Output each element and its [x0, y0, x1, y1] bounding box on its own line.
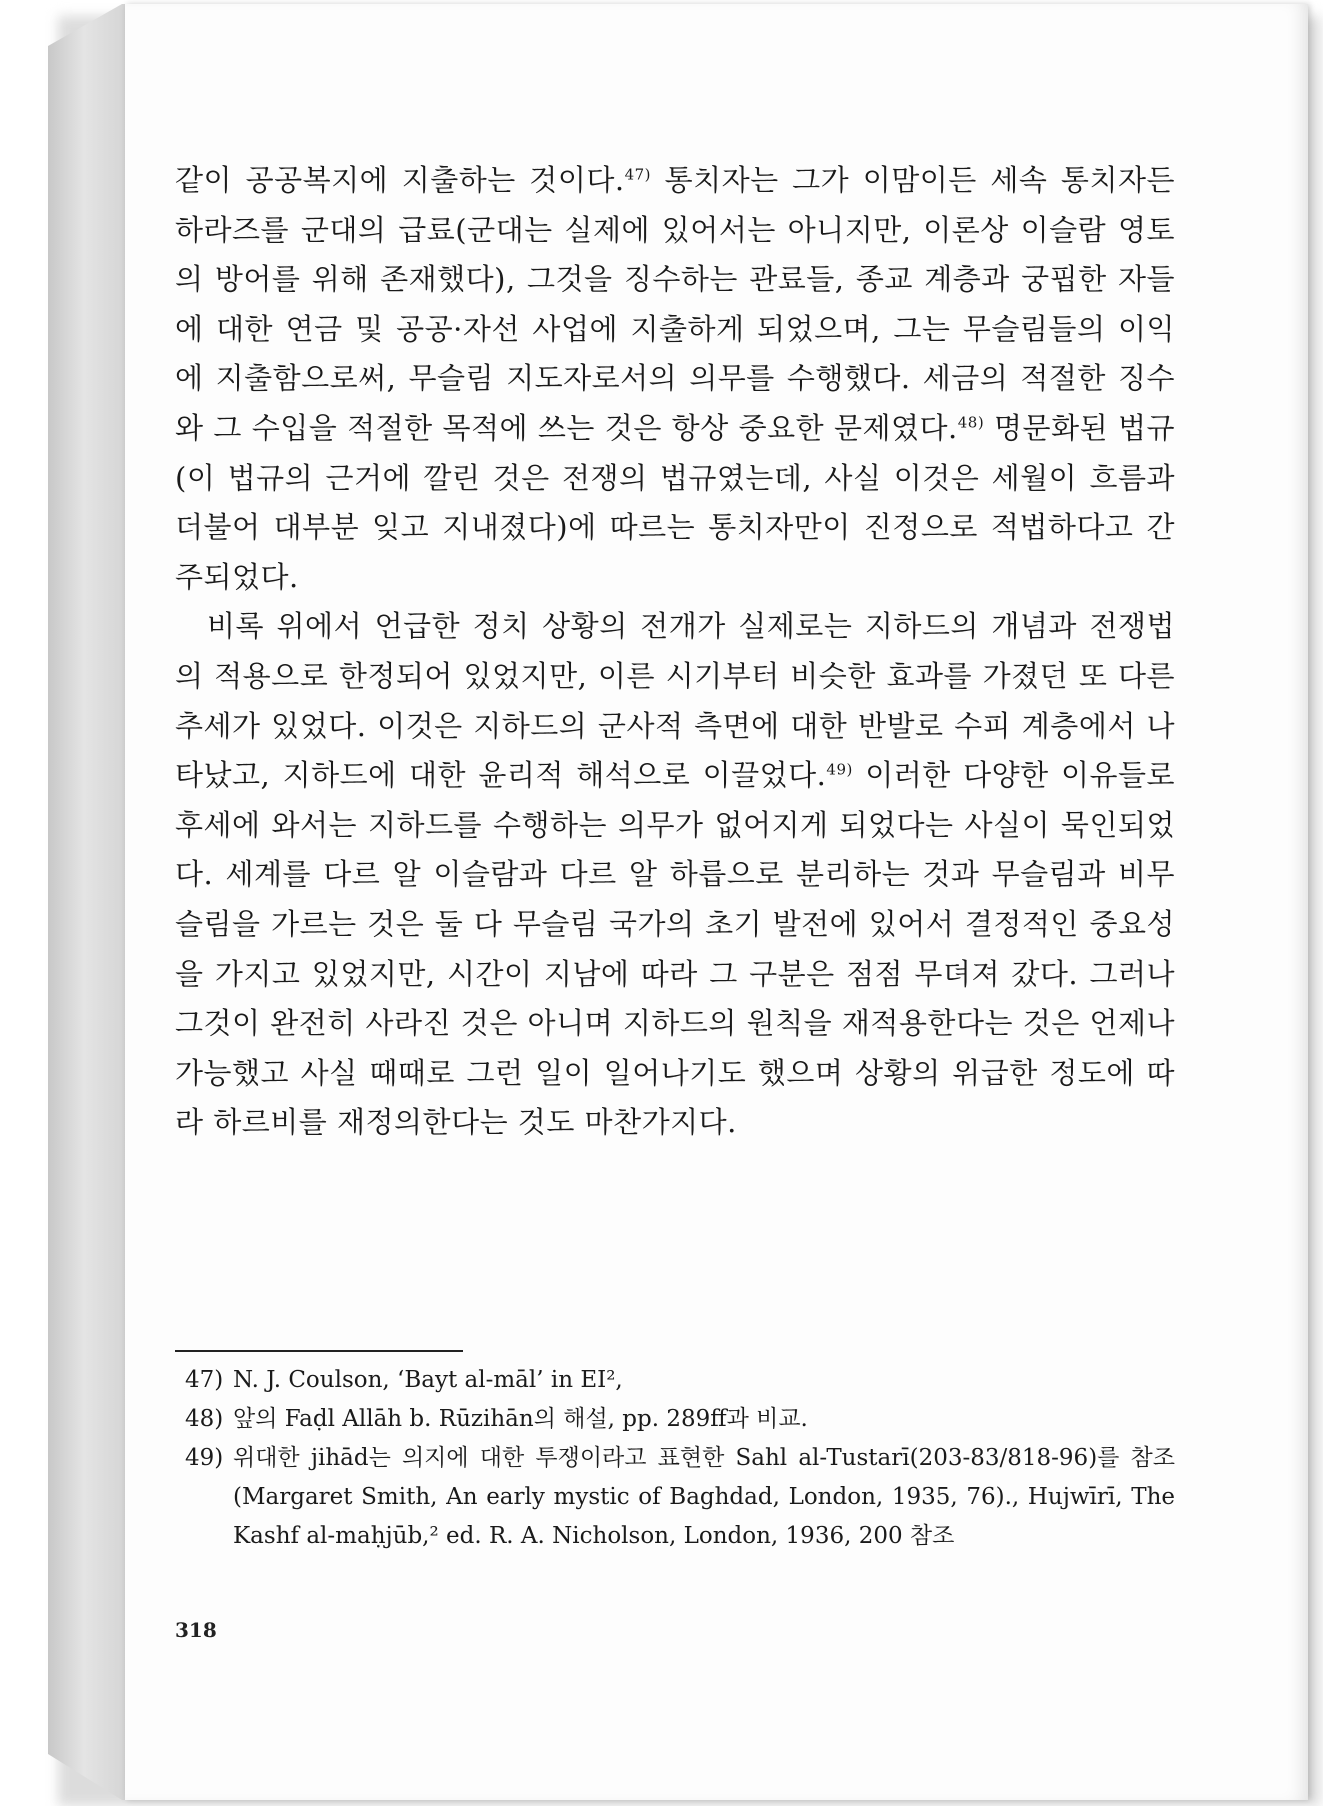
footnote-ref-48: 48) [957, 413, 985, 432]
footnote-48 [185, 1400, 1175, 1439]
body-text [175, 156, 1175, 1148]
paragraph-1-text-b: 통치자는 그가 이맘이든 세속 통치자든 하라즈를 군대의 급료(군대는 실제에 있어서는 아니지만, 이론상 이슬람 영토의 방어를 위해 존재했다), 그것을 징수하는 관료들, 종교 계층과 궁핍한 자들에 대한 연금 및 공공·자선 사업에 지출하게 되었으며, 그는 무슬림들의 이익에 지출함으로써, 무슬림 지도자로서의 의무를 수행했다. 세금의 적절한 징수와 그 수입을 적절한 목적에 쓰는 것은 항상 중요한 문제였다. [175, 163, 1175, 445]
footnote-ref-49: 49) [826, 760, 853, 779]
footnote-text: N. J. Coulson, ‘Bayt al-māl’ in EI², [233, 1367, 623, 1393]
paragraph-1-text-c: 명문화된 법규(이 법규의 근거에 깔린 것은 전쟁의 법규였는데, 사실 이것은 세월이 흐름과 더불어 대부분 잊고 지내졌다)에 따르는 통치자만이 진정으로 적법하다고 간주되었다. [175, 410, 1175, 594]
footnote-number: 49) [185, 1445, 224, 1471]
book-spine [48, 4, 129, 1800]
footnote-49 [185, 1439, 1175, 1556]
footnote-number: 48) [185, 1406, 224, 1432]
footnote-47 [185, 1361, 1175, 1400]
paragraph-1-text-a: 같이 공공복지에 지출하는 것이다. [175, 163, 625, 197]
footnotes [185, 1361, 1175, 1556]
footnote-divider [175, 1350, 463, 1352]
footnote-number: 47) [185, 1367, 224, 1393]
footnote-text: 앞의 Faḍl Allāh b. Rūzihān의 해설, pp. 289ff과 비교. [233, 1406, 808, 1432]
page-number: 318 [175, 1618, 217, 1642]
footnote-ref-47: 47) [624, 165, 652, 184]
paragraph-1 [175, 156, 1175, 602]
paragraph-2 [175, 602, 1175, 1148]
paragraph-2-text-a: 비록 위에서 언급한 정치 상황의 전개가 실제로는 지하드의 개념과 전쟁법의 적용으로 한정되어 있었지만, 이른 시기부터 비슷한 효과를 가졌던 또 다른 추세가 있었다. 이것은 지하드의 군사적 측면에 대한 반발로 수피 계층에서 나타났고, 지하드에 대한 윤리적 해석으로 이끌었다. [175, 609, 1175, 793]
paragraph-2-text-b: 이러한 다양한 이유들로 후세에 와서는 지하드를 수행하는 의무가 없어지게 되었다는 사실이 묵인되었다. 세계를 다르 알 이슬람과 다르 알 하릅으로 분리하는 것과 무슬림과 비무슬림을 가르는 것은 둘 다 무슬림 국가의 초기 발전에 있어서 결정적인 중요성을 가지고 있었지만, 시간이 지남에 따라 그 구분은 점점 무뎌져 갔다. 그러나 그것이 완전히 사라진 것은 아니며 지하드의 원칙을 재적용한다는 것은 언제나 가능했고 사실 때때로 그런 일이 일어나기도 했으며 상황의 위급한 정도에 따라 하르비를 재정의한다는 것도 마찬가지다. [175, 758, 1176, 1140]
footnote-text: 위대한 jihād는 의지에 대한 투쟁이라고 표현한 Sahl al-Tustarī(203-83/818-96)를 참조(Margaret Smith, An early mystic of Baghdad, London, 1935, 76)., Hujwīrī, The Kashf al-maḥjūb,² ed. R. A. Nicholson, London, 1936, 200 참조 [233, 1445, 1175, 1549]
